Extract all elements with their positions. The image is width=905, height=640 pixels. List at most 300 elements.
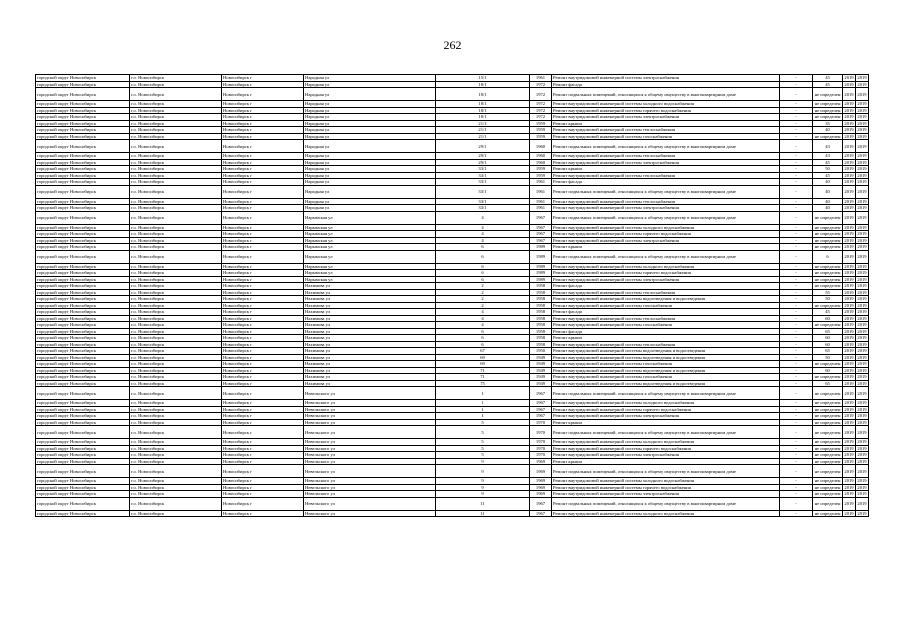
municipality-cell: городской округ Новосибирск [36,120,130,127]
street-cell: Нарымская ул [304,231,436,238]
start-year-cell: 2019 [844,361,854,367]
year-built-cell: 1970 [530,445,552,452]
municipality-cell: городской округ Новосибирск [36,341,130,348]
street-cell: Народная ул [304,159,436,166]
end-year-cell: 2019 [856,465,869,478]
work-type-cell: Ремонт крыши [552,120,780,127]
wear-percent-cell: 40 [813,127,843,134]
settlement-cell: г.о. Новосибирск [130,270,222,277]
start-year-cell: 2019 [843,140,856,153]
house-number-cell: 75 [436,380,530,387]
city-cell: Новосибирск г [222,426,304,439]
settlement-cell: г.о. Новосибирск [130,413,222,420]
city-cell: Новосибирск г [222,75,304,82]
wear-percent-cell: 40 [813,198,843,205]
end-year-cell: 2019 [857,413,867,419]
city-cell: Новосибирск г [222,140,304,153]
year-built-cell: 1967 [530,387,552,400]
house-number-cell: 18/1 [436,114,530,121]
city-cell: Новосибирск г [222,374,304,381]
dash-cell: - [780,341,813,348]
work-type-cell: Ремонт внутридомовой инженерной системы газоснабжения [552,361,780,368]
street-cell: Нахимова ул [304,380,436,387]
street-cell: Невельского ул [304,491,436,498]
city-cell: Новосибирск г [222,380,304,387]
settlement-cell: г.о. Новосибирск [130,88,222,101]
wear-percent-cell: 35 [813,120,843,127]
wear-percent-cell: 45 [813,81,843,88]
house-number-cell: 11 [436,510,530,517]
year-built-cell: 1959 [530,172,552,179]
year-built-cell: 1959 [530,166,552,173]
street-cell: Народная ул [304,81,436,88]
start-year-cell: 2019 [844,484,854,490]
wear-percent-cell: не определен [813,361,843,368]
work-type-cell: Ремонт внутридомовой инженерной системы теплоснабжения [552,341,780,348]
dash-cell: - [780,276,813,283]
end-year-cell: 2019 [857,81,867,87]
start-year-cell: 2019 [844,75,854,81]
wear-percent-cell: не определен [813,270,843,277]
work-type-cell: Ремонт крыши [552,458,780,465]
settlement-cell: г.о. Новосибирск [130,361,222,368]
settlement-cell: г.о. Новосибирск [130,283,222,290]
city-cell: Новосибирск г [222,224,304,231]
house-number-cell: 9 [436,491,530,498]
end-year-cell: 2019 [857,127,867,133]
city-cell: Новосибирск г [222,335,304,342]
dash-cell: - [780,101,813,108]
year-built-cell: 1967 [530,224,552,231]
municipality-cell: городской округ Новосибирск [36,75,130,82]
end-year-cell: 2019 [857,114,867,120]
dash-cell: - [780,296,813,303]
settlement-cell: г.о. Новосибирск [130,510,222,517]
work-type-cell: Ремонт внутридомовой инженерной системы электроснабжения [552,452,780,459]
end-year-cell: 2019 [857,101,867,107]
year-built-cell: 1970 [530,439,552,446]
street-cell: Нахимова ул [304,328,436,335]
municipality-cell: городской округ Новосибирск [36,231,130,238]
municipality-cell: городской округ Новосибирск [36,270,130,277]
wear-percent-cell: 50 [813,166,843,173]
start-year-cell: 2019 [844,478,854,484]
settlement-cell: г.о. Новосибирск [130,231,222,238]
wear-percent-cell: не определен [813,439,843,446]
settlement-cell: г.о. Новосибирск [130,406,222,413]
house-number-cell: 9 [436,478,530,485]
dash-cell: - [780,153,813,160]
work-type-cell: Ремонт фасада [552,309,780,316]
city-cell: Новосибирск г [222,419,304,426]
house-number-cell: 4 [436,315,530,322]
start-year-cell: 2019 [844,296,854,302]
house-number-cell: 33/1 [436,166,530,173]
street-cell: Нарымская ул [304,270,436,277]
wear-percent-cell: не определен [813,133,843,140]
municipality-cell: городской округ Новосибирск [36,185,130,198]
house-number-cell: 71 [436,367,530,374]
city-cell: Новосибирск г [222,114,304,121]
dash-cell: - [780,185,813,198]
city-cell: Новосибирск г [222,211,304,224]
work-type-cell: Ремонт внутридомовой инженерной системы газоснабжения [552,374,780,381]
work-type-cell: Ремонт фасада [552,179,780,186]
end-year-cell: 2019 [857,244,867,250]
year-built-cell: 1967 [530,413,552,420]
work-type-cell: Ремонт подвальных помещений, относящихся к общему имуществу в многоквартирном доме [552,140,780,153]
settlement-cell: г.о. Новосибирск [130,484,222,491]
street-cell: Невельского ул [304,387,436,400]
municipality-cell: городской округ Новосибирск [36,283,130,290]
municipality-cell: городской округ Новосибирск [36,140,130,153]
street-cell: Невельского ул [304,497,436,510]
end-year-cell: 2019 [857,172,867,178]
street-cell: Народная ул [304,185,436,198]
start-year-cell: 2019 [843,497,856,510]
work-type-cell: Ремонт внутридомовой инженерной системы теплоснабжения [552,198,780,205]
street-cell: Невельского ул [304,426,436,439]
year-built-cell: 1967 [530,510,552,517]
table-body [36,75,869,517]
city-cell: Новосибирск г [222,153,304,160]
street-cell: Народная ул [304,140,436,153]
end-year-cell: 2019 [857,231,867,237]
settlement-cell: г.о. Новосибирск [130,387,222,400]
wear-percent-cell: не определен [813,114,843,121]
wear-percent-cell: 45 [813,309,843,316]
year-built-cell: 1967 [530,211,552,224]
settlement-cell: г.о. Новосибирск [130,185,222,198]
wear-percent-cell: не определен [813,283,843,290]
city-cell: Новосибирск г [222,81,304,88]
year-built-cell: 1970 [530,426,552,439]
end-year-cell: 2019 [857,283,867,289]
work-type-cell: Ремонт внутридомовой инженерной системы теплоснабжения [552,315,780,322]
street-cell: Народная ул [304,75,436,82]
settlement-cell: г.о. Новосибирск [130,159,222,166]
dash-cell: - [780,315,813,322]
house-number-cell: 5 [436,439,530,446]
wear-percent-cell: не определен [813,211,843,224]
city-cell: Новосибирск г [222,315,304,322]
year-built-cell: 1989 [530,244,552,251]
street-cell: Народная ул [304,179,436,186]
settlement-cell: г.о. Новосибирск [130,478,222,485]
street-cell: Народная ул [304,172,436,179]
settlement-cell: г.о. Новосибирск [130,419,222,426]
work-type-cell: Ремонт подвальных помещений, относящихся к общему имуществу в многоквартирном доме [552,387,780,400]
wear-percent-cell: не определен [813,478,843,485]
house-number-cell: 5 [436,445,530,452]
start-year-cell: 2019 [844,114,854,120]
city-cell: Новосибирск г [222,127,304,134]
start-year-cell: 2019 [844,309,854,315]
street-cell: Невельского ул [304,510,436,517]
work-type-cell: Ремонт крыши [552,335,780,342]
work-type-cell: Ремонт внутридомовой инженерной системы водоотведения и водоотведения [552,354,780,361]
year-built-cell: 1960 [530,159,552,166]
start-year-cell: 2019 [844,153,854,159]
municipality-cell: городской округ Новосибирск [36,81,130,88]
end-year-cell: 2019 [857,458,867,464]
house-number-cell: 33/1 [436,172,530,179]
work-type-cell: Ремонт внутридомовой инженерной системы электроснабжения [552,491,780,498]
city-cell: Новосибирск г [222,309,304,316]
city-cell: Новосибирск г [222,276,304,283]
street-cell: Народная ул [304,120,436,127]
municipality-cell: городской округ Новосибирск [36,101,130,108]
start-year-cell: 2019 [844,400,854,406]
work-type-cell: Ремонт крыши [552,166,780,173]
municipality-cell: городской округ Новосибирск [36,510,130,517]
work-type-cell: Ремонт внутридомовой инженерной системы горячего водоснабжения [552,270,780,277]
year-built-cell: 1958 [530,289,552,296]
end-year-cell: 2019 [856,426,869,439]
wear-percent-cell: 50 [813,296,843,303]
settlement-cell: г.о. Новосибирск [130,120,222,127]
dash-cell: - [780,335,813,342]
settlement-cell: г.о. Новосибирск [130,302,222,309]
house-number-cell: 69 [436,354,530,361]
wear-percent-cell: не определен [813,276,843,283]
table-row [36,185,869,198]
work-type-cell: Ремонт внутридомовой инженерной системы горячего водоснабжения [552,484,780,491]
dash-cell: - [780,510,813,517]
dash-cell: - [780,426,813,439]
work-type-cell: Ремонт внутридомовой инженерной системы электроснабжения [552,205,780,212]
dash-cell: - [780,374,813,381]
work-type-cell: Ремонт внутридомовой инженерной системы горячего водоснабжения [552,107,780,114]
start-year-cell: 2019 [844,335,854,341]
start-year-cell: 2019 [844,439,854,445]
wear-percent-cell: не определен [813,406,843,413]
city-cell: Новосибирск г [222,250,304,263]
city-cell: Новосибирск г [222,107,304,114]
city-cell: Новосибирск г [222,445,304,452]
city-cell: Новосибирск г [222,120,304,127]
house-number-cell: 9 [436,465,530,478]
municipality-cell: городской округ Новосибирск [36,406,130,413]
municipality-cell: городской округ Новосибирск [36,322,130,329]
city-cell: Новосибирск г [222,270,304,277]
street-cell: Нахимова ул [304,354,436,361]
street-cell: Невельского ул [304,413,436,420]
house-number-cell: 4 [436,231,530,238]
dash-cell: - [780,400,813,407]
city-cell: Новосибирск г [222,172,304,179]
start-year-cell: 2019 [844,510,854,516]
city-cell: Новосибирск г [222,179,304,186]
work-type-cell: Ремонт подвальных помещений, относящихся к общему имуществу в многоквартирном доме [552,250,780,263]
house-number-cell: 69 [436,361,530,368]
work-type-cell: Ремонт внутридомовой инженерной системы электроснабжения [552,75,780,82]
settlement-cell: г.о. Новосибирск [130,81,222,88]
work-type-cell: Ремонт крыши [552,244,780,251]
municipality-cell: городской округ Новосибирск [36,179,130,186]
street-cell: Народная ул [304,88,436,101]
house-number-cell: 29/1 [436,159,530,166]
house-number-cell: 6 [436,270,530,277]
dash-cell: - [780,133,813,140]
settlement-cell: г.о. Новосибирск [130,341,222,348]
work-type-cell: Ремонт подвальных помещений, относящихся к общему имуществу в многоквартирном доме [552,88,780,101]
wear-percent-cell: не определен [813,452,843,459]
work-type-cell: Ремонт внутридомовой инженерной системы горячего водоснабжения [552,445,780,452]
work-type-cell: Ремонт внутридомовой инженерной системы теплоснабжения [552,289,780,296]
house-number-cell: 4 [436,224,530,231]
street-cell: Невельского ул [304,445,436,452]
settlement-cell: г.о. Новосибирск [130,211,222,224]
start-year-cell: 2019 [844,237,854,243]
municipality-cell: городской округ Новосибирск [36,478,130,485]
start-year-cell: 2019 [844,198,854,204]
city-cell: Новосибирск г [222,101,304,108]
start-year-cell: 2019 [844,354,854,360]
start-year-cell: 2019 [844,374,854,380]
settlement-cell: г.о. Новосибирск [130,133,222,140]
end-year-cell: 2019 [857,302,867,308]
street-cell: Нахимова ул [304,335,436,342]
street-cell: Нарымская ул [304,211,436,224]
year-built-cell: 1949 [530,374,552,381]
street-cell: Невельского ул [304,458,436,465]
wear-percent-cell: 60 [813,335,843,342]
year-built-cell: 1958 [530,322,552,329]
start-year-cell: 2019 [844,445,854,451]
city-cell: Новосибирск г [222,159,304,166]
year-built-cell: 1969 [530,484,552,491]
end-year-cell: 2019 [857,322,867,328]
settlement-cell: г.о. Новосибирск [130,374,222,381]
house-number-cell: 6 [436,341,530,348]
wear-percent-cell: не определен [813,400,843,407]
house-number-cell: 1 [436,400,530,407]
wear-percent-cell: не определен [813,237,843,244]
city-cell: Новосибирск г [222,185,304,198]
settlement-cell: г.о. Новосибирск [130,263,222,270]
end-year-cell: 2019 [857,439,867,445]
dash-cell: - [780,283,813,290]
dash-cell: - [780,302,813,309]
settlement-cell: г.о. Новосибирск [130,250,222,263]
work-type-cell: Ремонт внутридомовой инженерной системы холодного водоснабжения [552,263,780,270]
dash-cell: - [780,166,813,173]
end-year-cell: 2019 [857,309,867,315]
dash-cell: - [780,445,813,452]
end-year-cell: 2019 [857,75,867,81]
end-year-cell: 2019 [857,133,867,139]
municipality-cell: городской округ Новосибирск [36,484,130,491]
dash-cell: - [780,406,813,413]
municipality-cell: городской округ Новосибирск [36,224,130,231]
street-cell: Нахимова ул [304,302,436,309]
work-type-cell: Ремонт внутридомовой инженерной системы водоотведения и водоотведения [552,296,780,303]
table-row [36,88,869,101]
wear-percent-cell: не определен [813,387,843,400]
wear-percent-cell: не определен [813,107,843,114]
settlement-cell: г.о. Новосибирск [130,426,222,439]
house-number-cell: 18/1 [436,101,530,108]
year-built-cell: 1970 [530,452,552,459]
end-year-cell: 2019 [857,478,867,484]
year-built-cell: 1961 [530,75,552,82]
house-number-cell: 4 [436,211,530,224]
dash-cell: - [780,452,813,459]
year-built-cell: 1958 [530,315,552,322]
municipality-cell: городской округ Новосибирск [36,335,130,342]
wear-percent-cell: 43 [813,140,843,153]
year-built-cell: 1989 [530,250,552,263]
year-built-cell: 1967 [530,400,552,407]
wear-percent-cell: не определен [813,419,843,426]
house-number-cell: 2 [436,283,530,290]
year-built-cell: 1958 [530,296,552,303]
municipality-cell: городской округ Новосибирск [36,263,130,270]
street-cell: Невельского ул [304,478,436,485]
wear-percent-cell: 60 [813,367,843,374]
city-cell: Новосибирск г [222,465,304,478]
municipality-cell: городской округ Новосибирск [36,153,130,160]
municipality-cell: городской округ Новосибирск [36,374,130,381]
table-row [36,510,869,517]
end-year-cell: 2019 [857,380,867,386]
house-number-cell: 21/1 [436,133,530,140]
start-year-cell: 2019 [844,419,854,425]
start-year-cell: 2019 [844,348,854,354]
wear-percent-cell: не определен [813,465,843,478]
work-type-cell: Ремонт внутридомовой инженерной системы холодного водоснабжения [552,101,780,108]
year-built-cell: 1961 [530,205,552,212]
table-row [36,497,869,510]
house-number-cell: 6 [436,335,530,342]
wear-percent-cell: не определен [813,510,843,517]
settlement-cell: г.о. Новосибирск [130,367,222,374]
end-year-cell: 2019 [857,205,867,211]
end-year-cell: 2019 [857,263,867,269]
house-number-cell: 29/1 [436,153,530,160]
street-cell: Нахимова ул [304,289,436,296]
settlement-cell: г.о. Новосибирск [130,205,222,212]
work-type-cell: Ремонт внутридомовой инженерной системы электроснабжения [552,159,780,166]
street-cell: Народная ул [304,127,436,134]
end-year-cell: 2019 [857,276,867,282]
dash-cell: - [780,114,813,121]
wear-percent-cell: 60 [813,315,843,322]
end-year-cell: 2019 [857,484,867,490]
page-number: 262 [443,38,462,52]
settlement-cell: г.о. Новосибирск [130,354,222,361]
municipality-cell: городской округ Новосибирск [36,276,130,283]
year-built-cell: 1969 [530,465,552,478]
end-year-cell: 2019 [857,224,867,230]
municipality-cell: городской округ Новосибирск [36,426,130,439]
start-year-cell: 2019 [844,458,854,464]
year-built-cell: 1949 [530,367,552,374]
year-built-cell: 1972 [530,114,552,121]
table-row [36,426,869,439]
city-cell: Новосибирск г [222,231,304,238]
street-cell: Нахимова ул [304,296,436,303]
dash-cell: - [780,211,813,224]
start-year-cell: 2019 [844,81,854,87]
house-number-cell: 2 [436,302,530,309]
street-cell: Нахимова ул [304,315,436,322]
year-built-cell: 1959 [530,133,552,140]
house-number-cell: 6 [436,263,530,270]
wear-percent-cell: 50 [813,354,843,361]
table-row [36,250,869,263]
